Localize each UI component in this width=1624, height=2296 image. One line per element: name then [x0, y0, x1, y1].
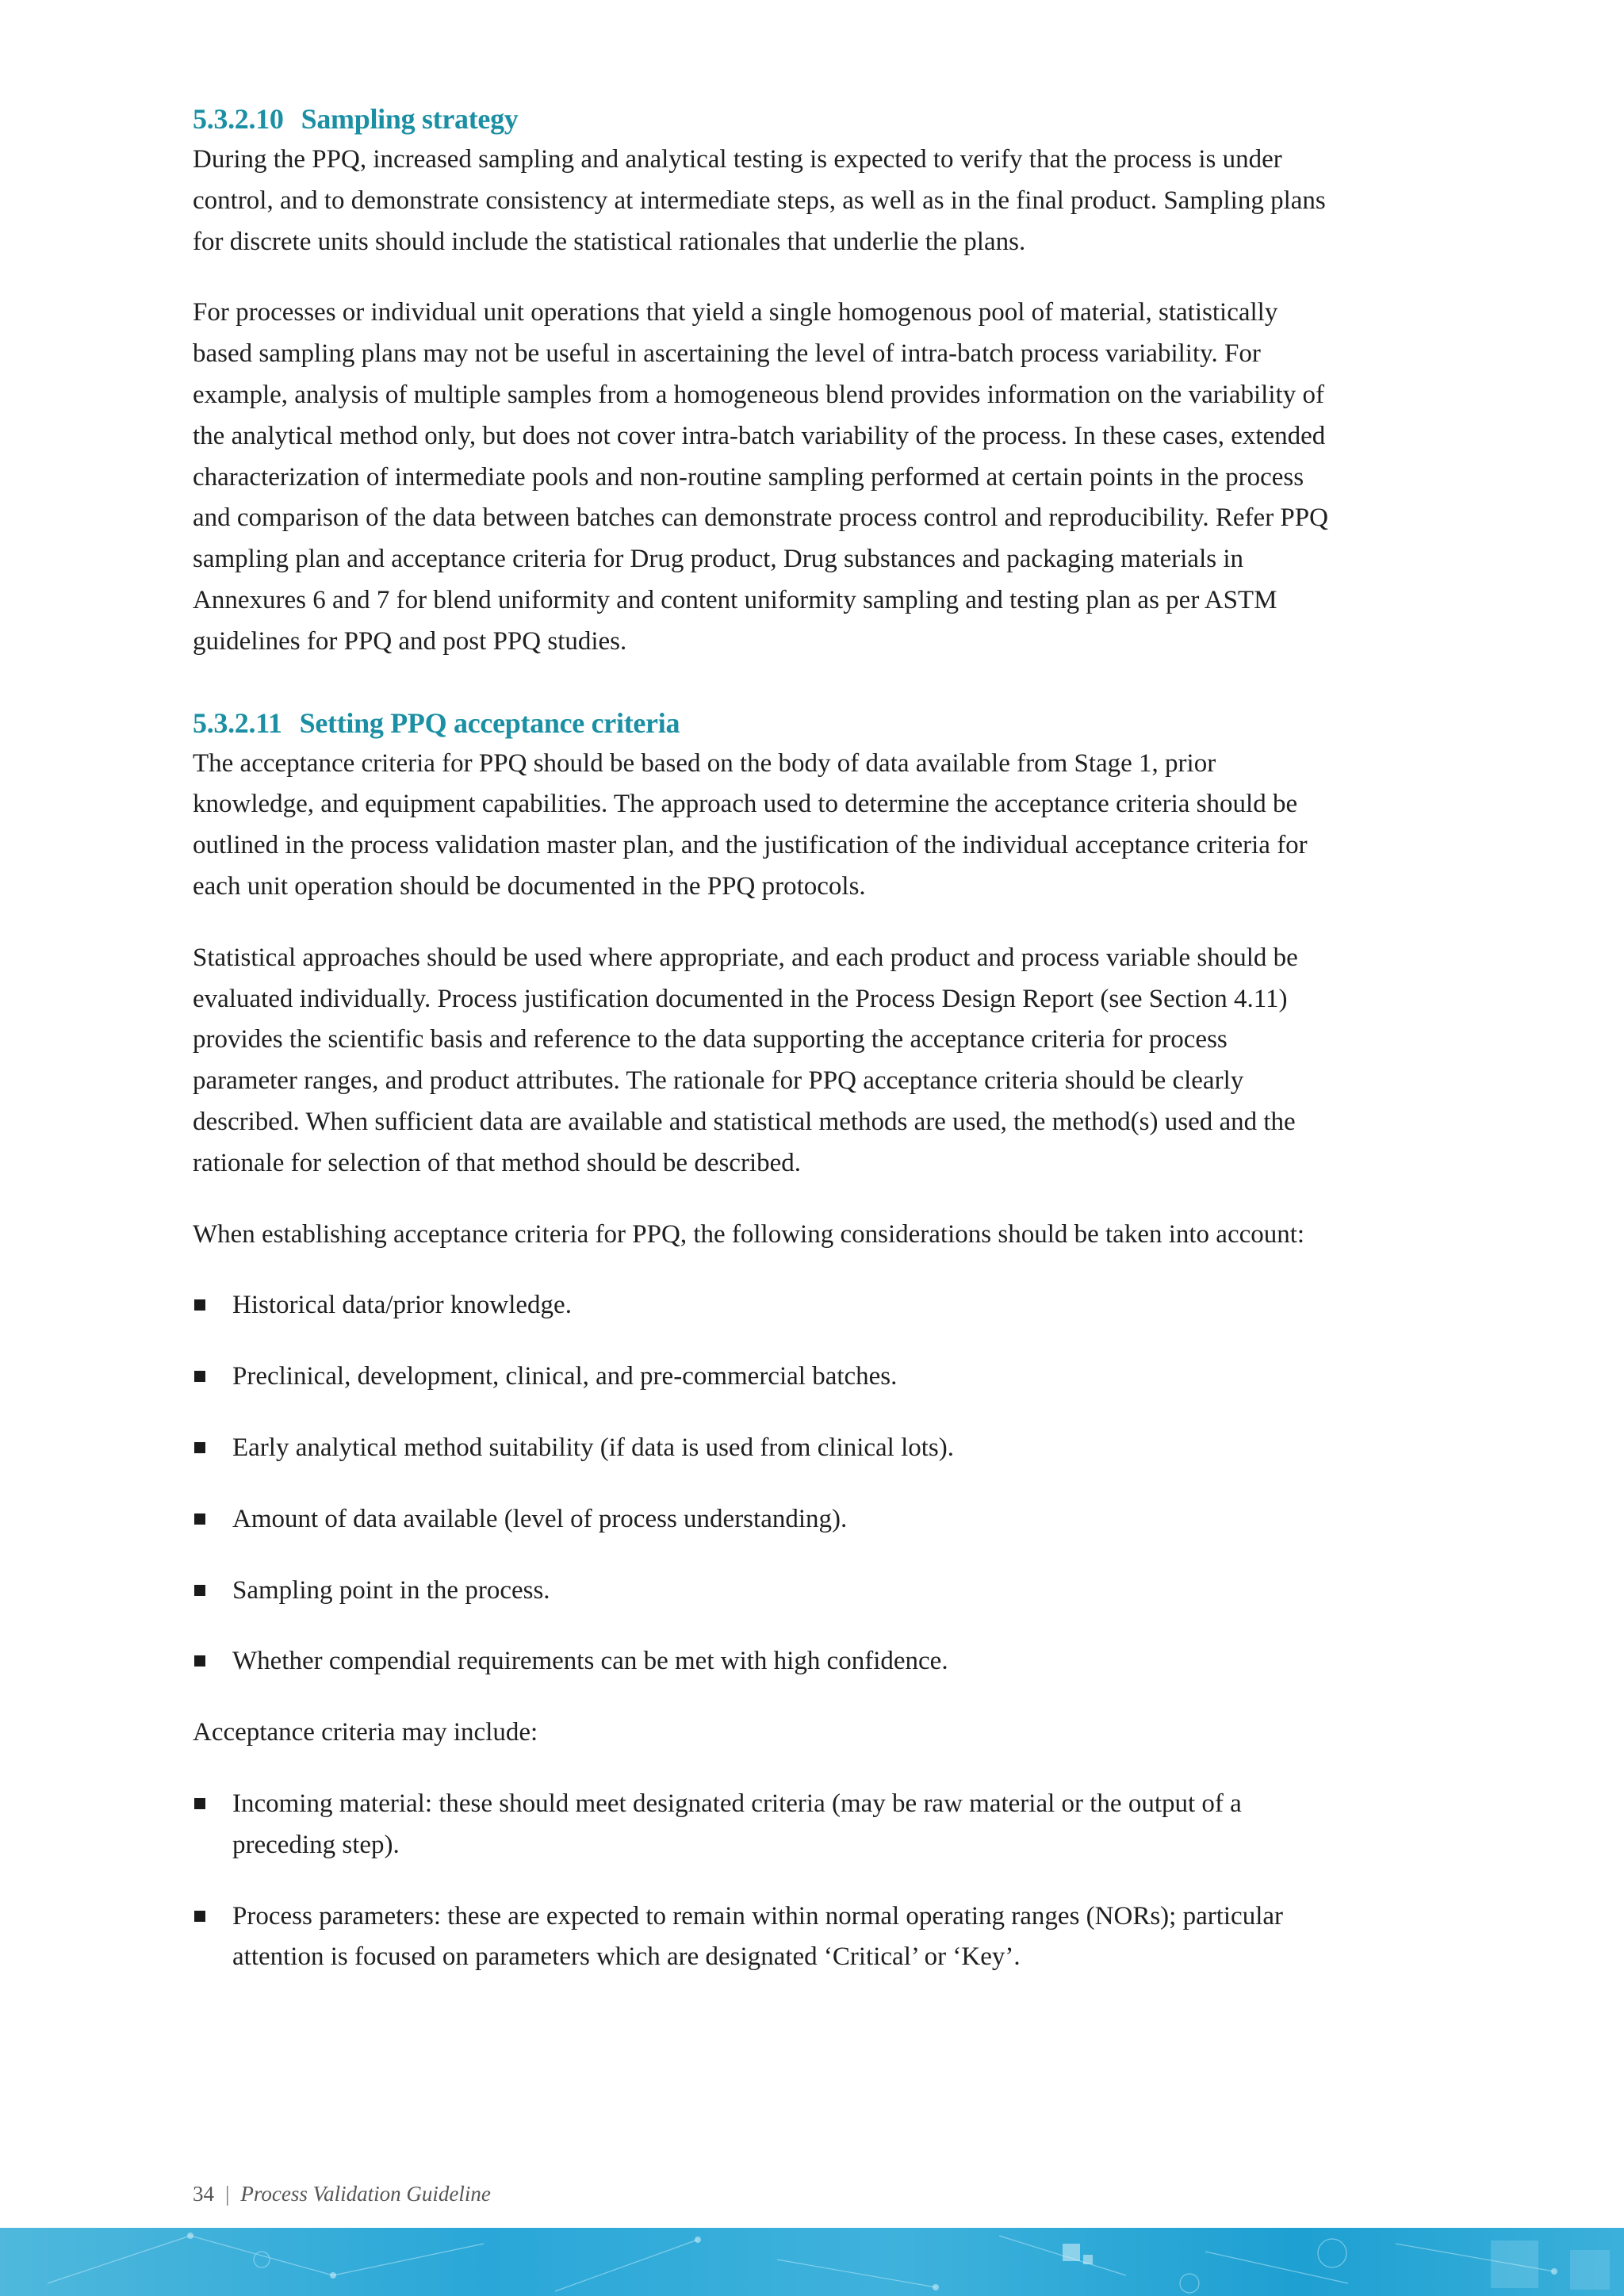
document-title: Process Validation Guideline: [240, 2182, 491, 2206]
list-item: Sampling point in the process.: [193, 1571, 1335, 1612]
list-item: Early analytical method suitability (if data is used from clinical lots).: [193, 1428, 1335, 1469]
paragraph: Statistical approaches should be used where appropriate, and each product and process variable should be evaluated individually. Process justification documented in the Process Design Report (see Section 4.11) provides the scientific basis and reference to the data supporting the acceptance criteria for process parameter ranges, and product attributes. The rationale for PPQ acceptance criteria should be clearly described. When sufficient data are available and statistical methods are used, the method(s) used and the rationale for selection of that method should be described.: [193, 943, 1298, 1177]
paragraph: During the PPQ, increased sampling and analytical testing is expected to verify that the process is under control, and to demonstrate consistency at intermediate steps, as well as in the final product. Sampling plans for discrete units should include the statistical rationales that underlie the plans.: [193, 145, 1326, 256]
section-title: Setting PPQ acceptance criteria: [299, 706, 680, 739]
section-heading-sampling-strategy: [193, 98, 1335, 140]
section-title: Sampling strategy: [301, 103, 519, 135]
bullet-square-icon: [194, 1911, 205, 1922]
paragraph: When establishing acceptance criteria for PPQ, the following considerations should be taken into account:: [193, 1219, 1305, 1249]
section-heading-ppq-acceptance-criteria: [193, 702, 1335, 744]
paragraph: For processes or individual unit operations that yield a single homogenous pool of material, statistically based sampling plans may not be useful in ascertaining the level of intra-batch process variability. For example, analysis of multiple samples from a homogeneous blend provides information on the variability of the analytical method only, but does not cover intra-batch variability of the process. In these cases, extended characterization of intermediate pools and non-routine sampling performed at certain points in the process and comparison of the data between batches can demonstrate process control and reproducibility. Refer PPQ sampling plan and acceptance criteria for Drug product, Drug substances and packaging materials in Annexures 6 and 7 for blend uniformity and content uniformity sampling and testing plan as per ASTM guidelines for PPQ and post PPQ studies.: [193, 298, 1328, 656]
list-item: Process parameters: these are expected to remain within normal operating ranges (NORs); particular attention is focused on parameters which are designated ‘Critical’ or ‘Key’.: [193, 1896, 1335, 1979]
list-item: Preclinical, development, clinical, and pre-commercial batches.: [193, 1357, 1335, 1398]
section-number: 5.3.2.11: [193, 706, 282, 739]
paragraph: The acceptance criteria for PPQ should be based on the body of data available from Stage 1, prior knowledge, and equipment capabilities. The approach used to determine the acceptance criteria should be outlined in the process validation master plan, and the justification of the individual acceptance criteria for each unit operation should be documented in the PPQ protocols.: [193, 748, 1308, 901]
decorative-footer-band: [0, 2228, 1624, 2296]
page-number: 34: [193, 2182, 214, 2206]
bullet-square-icon: [194, 1442, 205, 1453]
considerations-list: [193, 1285, 1335, 1682]
page-footer: [193, 2182, 491, 2206]
bullet-square-icon: [194, 1585, 205, 1596]
list-item: Whether compendial requirements can be met with high confidence.: [193, 1641, 1335, 1682]
list-item: Incoming material: these should meet designated criteria (may be raw material or the output of a preceding step).: [193, 1784, 1335, 1866]
network-pattern-icon: [0, 2228, 1624, 2296]
criteria-list: [193, 1784, 1335, 1978]
bullet-square-icon: [194, 1798, 205, 1809]
paragraph: Acceptance criteria may include:: [193, 1718, 538, 1747]
bullet-square-icon: [194, 1655, 205, 1667]
list-item: Historical data/prior knowledge.: [193, 1285, 1335, 1326]
bullet-square-icon: [194, 1371, 205, 1382]
bullet-square-icon: [194, 1299, 205, 1311]
footer-separator: |: [225, 2182, 230, 2206]
bullet-square-icon: [194, 1513, 205, 1525]
list-item: Amount of data available (level of process understanding).: [193, 1499, 1335, 1540]
page-content: [193, 98, 1335, 2008]
section-number: 5.3.2.10: [193, 103, 284, 135]
